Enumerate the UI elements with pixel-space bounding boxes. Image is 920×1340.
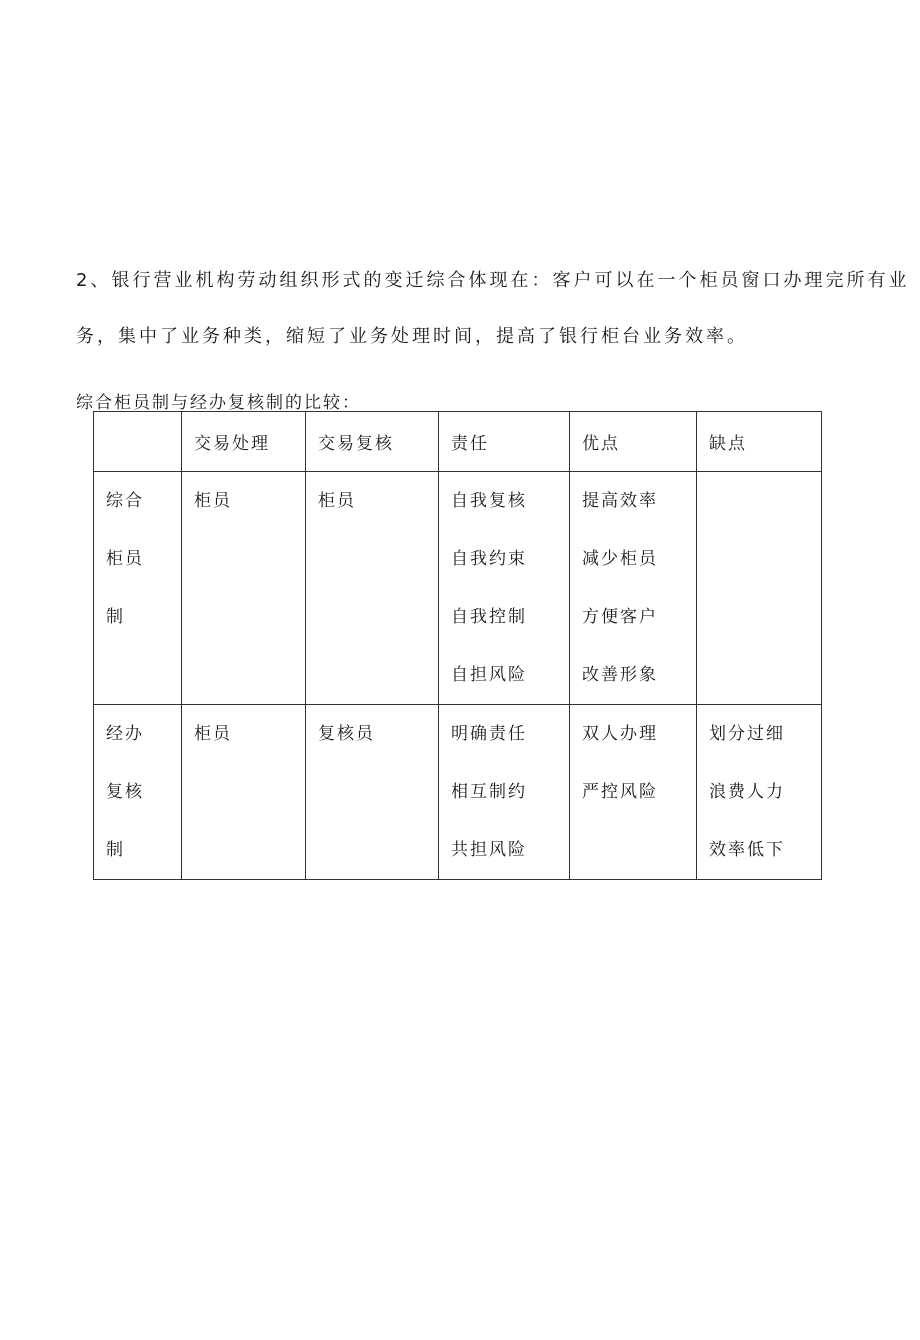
header-responsibility: 责任 <box>439 412 570 472</box>
paragraph-line-2: 务，集中了业务种类，缩短了业务处理时间，提高了银行柜台业务效率。 <box>76 326 748 347</box>
responsibility-item: 共担风险 <box>451 840 527 860</box>
responsibility-item: 明确责任 <box>451 724 527 744</box>
header-transaction-review: 交易复核 <box>306 412 439 472</box>
row-label-line: 复核 <box>106 782 144 802</box>
processing-cell <box>182 472 306 705</box>
advantage-item: 方便客户 <box>582 607 658 627</box>
review-cell <box>306 705 439 880</box>
header-advantages: 优点 <box>570 412 697 472</box>
advantage-item: 提高效率 <box>582 491 658 511</box>
table-row-handle-review <box>94 705 822 880</box>
responsibility-item: 自我约束 <box>451 549 527 569</box>
review-cell <box>306 472 439 705</box>
processing-value: 柜员 <box>194 724 232 744</box>
responsibility-item: 自我控制 <box>451 607 527 627</box>
disadvantage-item: 浪费人力 <box>709 782 785 802</box>
advantage-item: 减少柜员 <box>582 549 658 569</box>
advantages-cell <box>570 472 697 705</box>
table-caption: 综合柜员制与经办复核制的比较： <box>76 393 361 413</box>
disadvantages-cell <box>697 705 822 880</box>
disadvantage-item: 划分过细 <box>709 724 785 744</box>
row-label-cell <box>94 705 182 880</box>
header-empty <box>94 412 182 472</box>
responsibility-item: 自担风险 <box>451 665 527 685</box>
processing-value: 柜员 <box>194 491 232 511</box>
row-label-line: 制 <box>106 607 125 627</box>
responsibility-cell <box>439 705 570 880</box>
disadvantage-item: 效率低下 <box>709 840 785 860</box>
advantages-cell <box>570 705 697 880</box>
advantage-item: 改善形象 <box>582 665 658 685</box>
row-label-line: 柜员 <box>106 549 144 569</box>
paragraph-line-1: 2、银行营业机构劳动组织形式的变迁综合体现在：客户可以在一个柜员窗口办理完所有业 <box>76 270 910 291</box>
review-value: 复核员 <box>318 724 375 744</box>
responsibility-cell <box>439 472 570 705</box>
advantage-item: 严控风险 <box>582 782 658 802</box>
review-value: 柜员 <box>318 491 356 511</box>
row-label-line: 综合 <box>106 491 144 511</box>
row-label-line: 经办 <box>106 724 144 744</box>
processing-cell <box>182 705 306 880</box>
advantage-item: 双人办理 <box>582 724 658 744</box>
table-header-row <box>94 412 822 472</box>
table-row-comprehensive-teller <box>94 472 822 705</box>
responsibility-item: 自我复核 <box>451 491 527 511</box>
row-label-cell <box>94 472 182 705</box>
disadvantages-cell <box>697 472 822 705</box>
responsibility-item: 相互制约 <box>451 782 527 802</box>
header-disadvantages: 缺点 <box>697 412 822 472</box>
comparison-table <box>93 411 822 880</box>
row-label-line: 制 <box>106 840 125 860</box>
header-transaction-processing: 交易处理 <box>182 412 306 472</box>
